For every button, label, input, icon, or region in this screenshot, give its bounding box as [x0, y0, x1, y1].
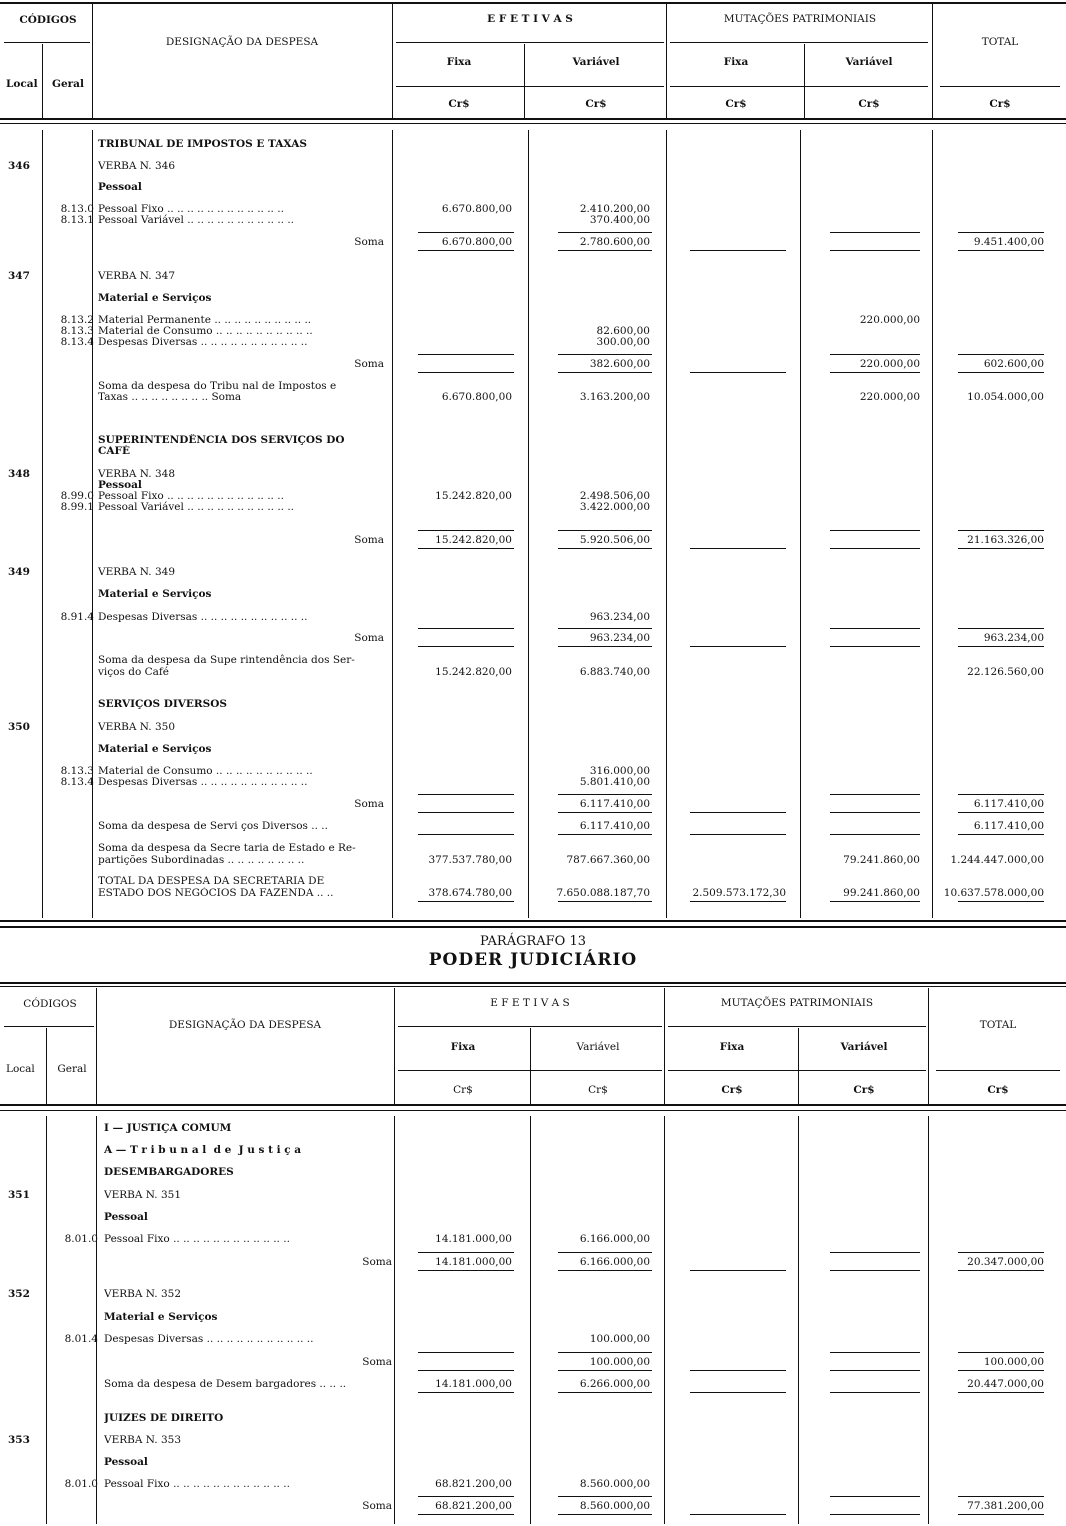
sum-rule [418, 250, 514, 251]
sum-rule [418, 1496, 514, 1497]
table-row [0, 698, 1066, 712]
designacao-cell: viços do Café [98, 666, 169, 678]
sum-rule [418, 628, 514, 629]
designacao-cell: Material e Serviços [104, 1311, 218, 1323]
designacao-cell: Pessoal Fixo .. .. .. .. .. .. .. .. .. .. .. .. [104, 1478, 290, 1490]
designacao-cell: TOTAL DA DESPESA DA SECRETARIA DE [98, 875, 325, 887]
sum-rule [958, 646, 1044, 647]
efetiva-variavel-value: 300.00,00 [596, 336, 650, 348]
total-value: 21.163.326,00 [967, 534, 1044, 546]
local-header: Local [6, 1063, 35, 1075]
codigos-header: CÓDIGOS [23, 998, 77, 1010]
sum-rule [958, 1352, 1044, 1353]
efetiva-variavel-value: 7.650.088.187,70 [556, 887, 650, 899]
table-row [0, 1500, 1066, 1514]
sum-rule [558, 1514, 652, 1515]
sum-rule [418, 1352, 514, 1353]
variavel-mut-header: Variável [845, 56, 893, 68]
designacao-cell: Soma [354, 534, 384, 546]
designacao-cell: JUIZES DE DIREITO [104, 1412, 224, 1424]
sum-rule [558, 1496, 652, 1497]
designacao-cell: Soma [362, 1256, 392, 1268]
efetiva-fixa-value: 14.181.000,00 [435, 1256, 512, 1268]
sum-rule [558, 232, 652, 233]
designacao-cell: Soma da despesa da Supe rintendência dos Ser- [98, 654, 355, 666]
table-row [0, 1288, 1066, 1302]
total-value: 22.126.560,00 [967, 666, 1044, 678]
table-row [0, 236, 1066, 250]
table-row [0, 534, 1066, 548]
designacao-cell: Soma [354, 798, 384, 810]
local-code: 347 [8, 270, 30, 282]
sum-rule [558, 901, 652, 902]
table-row [0, 743, 1066, 757]
sum-rule [690, 646, 786, 647]
sum-rule [558, 372, 652, 373]
sum-rule [830, 901, 920, 902]
efetiva-variavel-value: 2.780.600,00 [579, 236, 650, 248]
efetiva-variavel-value: 6.166.000,00 [579, 1233, 650, 1245]
sum-rule [418, 812, 514, 813]
sum-rule [690, 1270, 786, 1271]
table-row [0, 445, 1066, 459]
table-row [0, 1356, 1066, 1370]
sum-rule [958, 1496, 1044, 1497]
sum-rule [558, 1392, 652, 1393]
designacao-cell: Material e Serviços [98, 588, 212, 600]
sum-rule [418, 232, 514, 233]
mutacao-variavel-value: 220.000,00 [859, 358, 920, 370]
geral-code: 8.13.3 [60, 765, 94, 777]
table-row [0, 1456, 1066, 1470]
geral-code: 8.01.0 [64, 1478, 98, 1490]
designacao-cell: Material Permanente .. .. .. .. .. .. .. .. .. .. [98, 314, 312, 326]
geral-code: 8.01.0 [64, 1233, 98, 1245]
sum-rule [418, 834, 514, 835]
efetiva-fixa-value: 15.242.820,00 [435, 534, 512, 546]
local-code: 350 [8, 721, 30, 733]
total-value: 20.447.000,00 [967, 1378, 1044, 1390]
sum-rule [958, 354, 1044, 355]
sum-rule [558, 646, 652, 647]
table-row [0, 1333, 1066, 1347]
sum-rule [958, 1370, 1044, 1371]
table-row [0, 1256, 1066, 1270]
local-header: Local [6, 78, 38, 90]
designacao-cell: Soma da despesa do Tribu nal de Impostos e [98, 380, 337, 392]
table-row [0, 1211, 1066, 1225]
sum-rule [958, 232, 1044, 233]
sum-rule [690, 901, 786, 902]
designacao-cell: VERBA N. 346 [98, 160, 176, 172]
efetiva-variavel-value: 3.422.000,00 [579, 501, 650, 513]
total-value: 77.381.200,00 [967, 1500, 1044, 1512]
sum-rule [558, 354, 652, 355]
sum-rule [690, 548, 786, 549]
designacao-cell: Pessoal [98, 181, 142, 193]
designacao-cell: partições Subordinadas .. .. .. .. .. .. .. .. [98, 854, 305, 866]
sum-rule [418, 901, 514, 902]
sum-rule [830, 1352, 920, 1353]
total-header: TOTAL [979, 1019, 1017, 1031]
designacao-cell: VERBA N. 348 [98, 468, 176, 480]
designacao-cell: Despesas Diversas .. .. .. .. .. .. .. .. .. .. .. [98, 611, 308, 623]
total-value: 602.600,00 [983, 358, 1044, 370]
geral-code: 8.13.3 [60, 325, 94, 337]
fixa-header: Fixa [450, 1041, 476, 1053]
local-code: 348 [8, 468, 30, 480]
sum-rule [958, 812, 1044, 813]
designacao-cell: Soma [354, 632, 384, 644]
sum-rule [830, 1252, 920, 1253]
sum-rule [958, 794, 1044, 795]
efetiva-fixa-value: 6.670.800,00 [441, 236, 512, 248]
designacao-cell: Taxas .. .. .. .. .. .. .. .. Soma [98, 391, 242, 403]
designacao-cell: Despesas Diversas .. .. .. .. .. .. .. .. .. .. .. [98, 336, 308, 348]
table-row [0, 160, 1066, 174]
paragraph-label: PARÁGRAFO 13 [479, 934, 587, 949]
geral-code: 8.99.1 [60, 501, 94, 513]
sum-rule [558, 1352, 652, 1353]
table-row [0, 138, 1066, 152]
table-row [0, 358, 1066, 372]
currency-header: Cr$ [453, 1084, 473, 1096]
designacao-cell: Soma da despesa da Secre taria de Estado e Re- [98, 842, 356, 854]
efetiva-fixa-value: 15.242.820,00 [435, 666, 512, 678]
sum-rule [558, 628, 652, 629]
designacao-cell: Pessoal Fixo .. .. .. .. .. .. .. .. .. .. .. .. [98, 490, 284, 502]
geral-code: 8.91.4 [60, 611, 94, 623]
table-row [0, 292, 1066, 306]
table-row [0, 1122, 1066, 1136]
efetiva-variavel-value: 963.234,00 [589, 632, 650, 644]
total-value: 10.054.000,00 [967, 391, 1044, 403]
sum-rule [690, 1514, 786, 1515]
sum-rule [830, 1370, 920, 1371]
geral-code: 8.13.1 [60, 214, 94, 226]
designacao-cell: Material de Consumo .. .. .. .. .. .. .. .. .. .. [98, 325, 313, 337]
efetiva-variavel-value: 316.000,00 [589, 765, 650, 777]
efetiva-fixa-value: 377.537.780,00 [428, 854, 512, 866]
designacao-cell: Soma da despesa de Desem bargadores .. .. .. [104, 1378, 347, 1390]
sum-rule [830, 232, 920, 233]
table-row [0, 566, 1066, 580]
mutacao-fixa-value: 2.509.573.172,30 [692, 887, 786, 899]
sum-rule [418, 794, 514, 795]
designacao-cell: Pessoal Fixo .. .. .. .. .. .. .. .. .. .. .. .. [98, 203, 284, 215]
table-row [0, 776, 1066, 790]
sum-rule [830, 794, 920, 795]
designacao-cell: Soma [354, 236, 384, 248]
sum-rule [690, 1370, 786, 1371]
mutacao-variavel-value: 99.241.860,00 [843, 887, 920, 899]
designacao-cell: Pessoal [104, 1211, 148, 1223]
currency-header: Cr$ [853, 1084, 875, 1096]
designacao-cell: TRIBUNAL DE IMPOSTOS E TAXAS [98, 138, 307, 150]
table-row [0, 501, 1066, 515]
sum-rule [830, 354, 920, 355]
table-row [0, 820, 1066, 834]
sum-rule [958, 834, 1044, 835]
geral-code: 8.13.2 [60, 314, 94, 326]
sum-rule [958, 1252, 1044, 1253]
sum-rule [830, 1514, 920, 1515]
sum-rule [418, 354, 514, 355]
designacao-cell: A — T r i b u n a l d e J u s t i ç a [104, 1144, 302, 1156]
table-row [0, 270, 1066, 284]
efetiva-fixa-value: 68.821.200,00 [435, 1478, 512, 1490]
efetiva-variavel-value: 370.400,00 [589, 214, 650, 226]
total-value: 100.000,00 [983, 1356, 1044, 1368]
local-code: 352 [8, 1288, 30, 1300]
efetiva-fixa-value: 15.242.820,00 [435, 490, 512, 502]
sum-rule [558, 250, 652, 251]
table-row [0, 632, 1066, 646]
sum-rule [830, 1392, 920, 1393]
designacao-cell: CAFÉ [98, 445, 130, 457]
table-row [0, 721, 1066, 735]
efetiva-fixa-value: 378.674.780,00 [428, 887, 512, 899]
variavel-header: Variável [572, 56, 620, 68]
sum-rule [958, 548, 1044, 549]
sum-rule [418, 1270, 514, 1271]
local-code: 353 [8, 1434, 30, 1446]
efetiva-fixa-value: 68.821.200,00 [435, 1500, 512, 1512]
paragraph-title: PODER JUDICIÁRIO [428, 950, 638, 970]
sum-rule [418, 530, 514, 531]
sum-rule [830, 530, 920, 531]
designacao-cell: DESEMBARGADORES [104, 1166, 234, 1178]
geral-code: 8.13.4 [60, 776, 94, 788]
efetiva-variavel-value: 3.163.200,00 [579, 391, 650, 403]
local-code: 351 [8, 1189, 30, 1201]
geral-header: Geral [52, 78, 84, 90]
mutacao-variavel-value: 220.000,00 [859, 314, 920, 326]
designacao-cell: Pessoal Variável .. .. .. .. .. .. .. .. .. .. .. [98, 214, 295, 226]
designacao-cell: Soma [362, 1356, 392, 1368]
designacao-cell: VERBA N. 347 [98, 270, 176, 282]
sum-rule [558, 530, 652, 531]
currency-header: Cr$ [725, 98, 747, 110]
sum-rule [830, 646, 920, 647]
efetiva-variavel-value: 787.667.360,00 [566, 854, 650, 866]
sum-rule [690, 250, 786, 251]
sum-rule [958, 1514, 1044, 1515]
efetiva-fixa-value: 6.670.800,00 [441, 391, 512, 403]
sum-rule [958, 250, 1044, 251]
total-value: 1.244.447.000,00 [950, 854, 1044, 866]
table-row [0, 214, 1066, 228]
designacao-cell: VERBA N. 350 [98, 721, 176, 733]
designacao-cell: Material e Serviços [98, 292, 212, 304]
designacao-cell: SERVIÇOS DIVERSOS [98, 698, 227, 710]
geral-header: Geral [57, 1063, 87, 1075]
table-row [0, 854, 1066, 868]
efetiva-fixa-value: 14.181.000,00 [435, 1378, 512, 1390]
table-row [0, 611, 1066, 625]
sum-rule [830, 628, 920, 629]
efetiva-variavel-value: 5.920.506,00 [579, 534, 650, 546]
efetivas-header: E F E T I V A S [487, 13, 573, 25]
designacao-cell: ESTADO DOS NEGÓCIOS DA FAZENDA .. .. [98, 887, 334, 899]
currency-header: Cr$ [585, 98, 607, 110]
efetiva-variavel-value: 382.600,00 [589, 358, 650, 370]
table-row [0, 1233, 1066, 1247]
sum-rule [418, 1252, 514, 1253]
table-row [0, 1378, 1066, 1392]
designacao-cell: VERBA N. 353 [104, 1434, 182, 1446]
designacao-cell: VERBA N. 349 [98, 566, 176, 578]
sum-rule [558, 1270, 652, 1271]
sum-rule [418, 372, 514, 373]
total-value: 10.637.578.000,00 [943, 887, 1044, 899]
sum-rule [830, 1270, 920, 1271]
efetiva-variavel-value: 5.801.410,00 [579, 776, 650, 788]
designacao-cell: Pessoal [104, 1456, 148, 1468]
efetiva-variavel-value: 8.560.000,00 [579, 1500, 650, 1512]
table-row [0, 1189, 1066, 1203]
designacao-cell: SUPERINTENDÊNCIA DOS SERVIÇOS DO [98, 434, 345, 446]
designacao-cell: Despesas Diversas .. .. .. .. .. .. .. .. .. .. .. [98, 776, 308, 788]
currency-header: Cr$ [448, 98, 470, 110]
efetiva-variavel-value: 6.883.740,00 [579, 666, 650, 678]
sum-rule [958, 901, 1044, 902]
table-row [0, 1166, 1066, 1180]
efetiva-fixa-value: 6.670.800,00 [441, 203, 512, 215]
fixa-header: Fixa [446, 56, 472, 68]
efetiva-variavel-value: 6.117.410,00 [579, 820, 650, 832]
total-value: 6.117.410,00 [973, 798, 1044, 810]
designacao-cell: Soma da despesa de Servi ços Diversos .. .. [98, 820, 328, 832]
local-code: 349 [8, 566, 30, 578]
sum-rule [690, 834, 786, 835]
sum-rule [958, 1392, 1044, 1393]
table-row [0, 1478, 1066, 1492]
sum-rule [958, 372, 1044, 373]
efetivas-header: E F E T I V A S [490, 997, 570, 1009]
codigos-header: CÓDIGOS [19, 14, 77, 26]
currency-header: Cr$ [721, 1084, 743, 1096]
efetiva-variavel-value: 82.600,00 [596, 325, 650, 337]
sum-rule [958, 628, 1044, 629]
sum-rule [690, 812, 786, 813]
table-row [0, 1144, 1066, 1158]
designacao-cell: Despesas Diversas .. .. .. .. .. .. .. .. .. .. .. [104, 1333, 314, 1345]
sum-rule [830, 1496, 920, 1497]
designacao-cell: Material e Serviços [98, 743, 212, 755]
efetiva-variavel-value: 6.266.000,00 [579, 1378, 650, 1390]
total-value: 963.234,00 [983, 632, 1044, 644]
sum-rule [418, 1370, 514, 1371]
geral-code: 8.01.4 [64, 1333, 98, 1345]
sum-rule [418, 1514, 514, 1515]
fixa-mut-header: Fixa [723, 56, 749, 68]
geral-code: 8.13.0 [60, 203, 94, 215]
sum-rule [830, 548, 920, 549]
sum-rule [558, 812, 652, 813]
table-row [0, 181, 1066, 195]
designacao-cell: Pessoal Fixo .. .. .. .. .. .. .. .. .. .. .. .. [104, 1233, 290, 1245]
designacao-cell: Pessoal Variável .. .. .. .. .. .. .. .. .. .. .. [98, 501, 295, 513]
table-row [0, 336, 1066, 350]
efetiva-variavel-value: 963.234,00 [589, 611, 650, 623]
currency-header: Cr$ [858, 98, 880, 110]
sum-rule [558, 834, 652, 835]
efetiva-variavel-value: 2.498.506,00 [579, 490, 650, 502]
efetiva-variavel-value: 8.560.000,00 [579, 1478, 650, 1490]
total-value: 9.451.400,00 [973, 236, 1044, 248]
table-row [0, 666, 1066, 680]
designacao-cell: Pessoal [98, 479, 142, 491]
fixa-mut-header: Fixa [719, 1041, 745, 1053]
local-code: 346 [8, 160, 30, 172]
sum-rule [830, 250, 920, 251]
currency-header: Cr$ [987, 1084, 1009, 1096]
sum-rule [830, 372, 920, 373]
designacao-cell: Soma [362, 1500, 392, 1512]
variavel-header: Variável [576, 1041, 620, 1053]
sum-rule [418, 646, 514, 647]
designacao-header: DESIGNAÇÃO DA DESPESA [165, 36, 319, 48]
sum-rule [958, 530, 1044, 531]
designacao-header: DESIGNAÇÃO DA DESPESA [168, 1019, 322, 1031]
sum-rule [690, 372, 786, 373]
table-row [0, 1311, 1066, 1325]
mutacao-variavel-value: 79.241.860,00 [843, 854, 920, 866]
sum-rule [958, 1270, 1044, 1271]
table-row [0, 887, 1066, 901]
designacao-cell: I — JUSTIÇA COMUM [104, 1122, 232, 1134]
mutacoes-header: MUTAÇÕES PATRIMONIAIS [723, 13, 877, 25]
sum-rule [418, 548, 514, 549]
table-row [0, 391, 1066, 405]
total-value: 6.117.410,00 [973, 820, 1044, 832]
sum-rule [558, 1252, 652, 1253]
efetiva-variavel-value: 100.000,00 [589, 1333, 650, 1345]
table-row [0, 798, 1066, 812]
sum-rule [418, 1392, 514, 1393]
mutacoes-header: MUTAÇÕES PATRIMONIAIS [720, 997, 874, 1009]
sum-rule [558, 1370, 652, 1371]
geral-code: 8.99.0 [60, 490, 94, 502]
table-row [0, 1434, 1066, 1448]
variavel-mut-header: Variável [840, 1041, 888, 1053]
efetiva-variavel-value: 2.410.200,00 [579, 203, 650, 215]
designacao-cell: VERBA N. 352 [104, 1288, 182, 1300]
currency-header: Cr$ [588, 1084, 608, 1096]
mutacao-variavel-value: 220.000,00 [859, 391, 920, 403]
table-row [0, 1412, 1066, 1426]
total-header: TOTAL [981, 36, 1019, 48]
efetiva-variavel-value: 6.117.410,00 [579, 798, 650, 810]
designacao-cell: Soma [354, 358, 384, 370]
sum-rule [830, 812, 920, 813]
currency-header: Cr$ [989, 98, 1011, 110]
designacao-cell: VERBA N. 351 [104, 1189, 182, 1201]
efetiva-fixa-value: 14.181.000,00 [435, 1233, 512, 1245]
sum-rule [830, 834, 920, 835]
sum-rule [558, 794, 652, 795]
sum-rule [690, 1392, 786, 1393]
total-value: 20.347.000,00 [967, 1256, 1044, 1268]
efetiva-variavel-value: 100.000,00 [589, 1356, 650, 1368]
designacao-cell: Material de Consumo .. .. .. .. .. .. .. .. .. .. [98, 765, 313, 777]
sum-rule [558, 548, 652, 549]
geral-code: 8.13.4 [60, 336, 94, 348]
table-row [0, 588, 1066, 602]
efetiva-variavel-value: 6.166.000,00 [579, 1256, 650, 1268]
